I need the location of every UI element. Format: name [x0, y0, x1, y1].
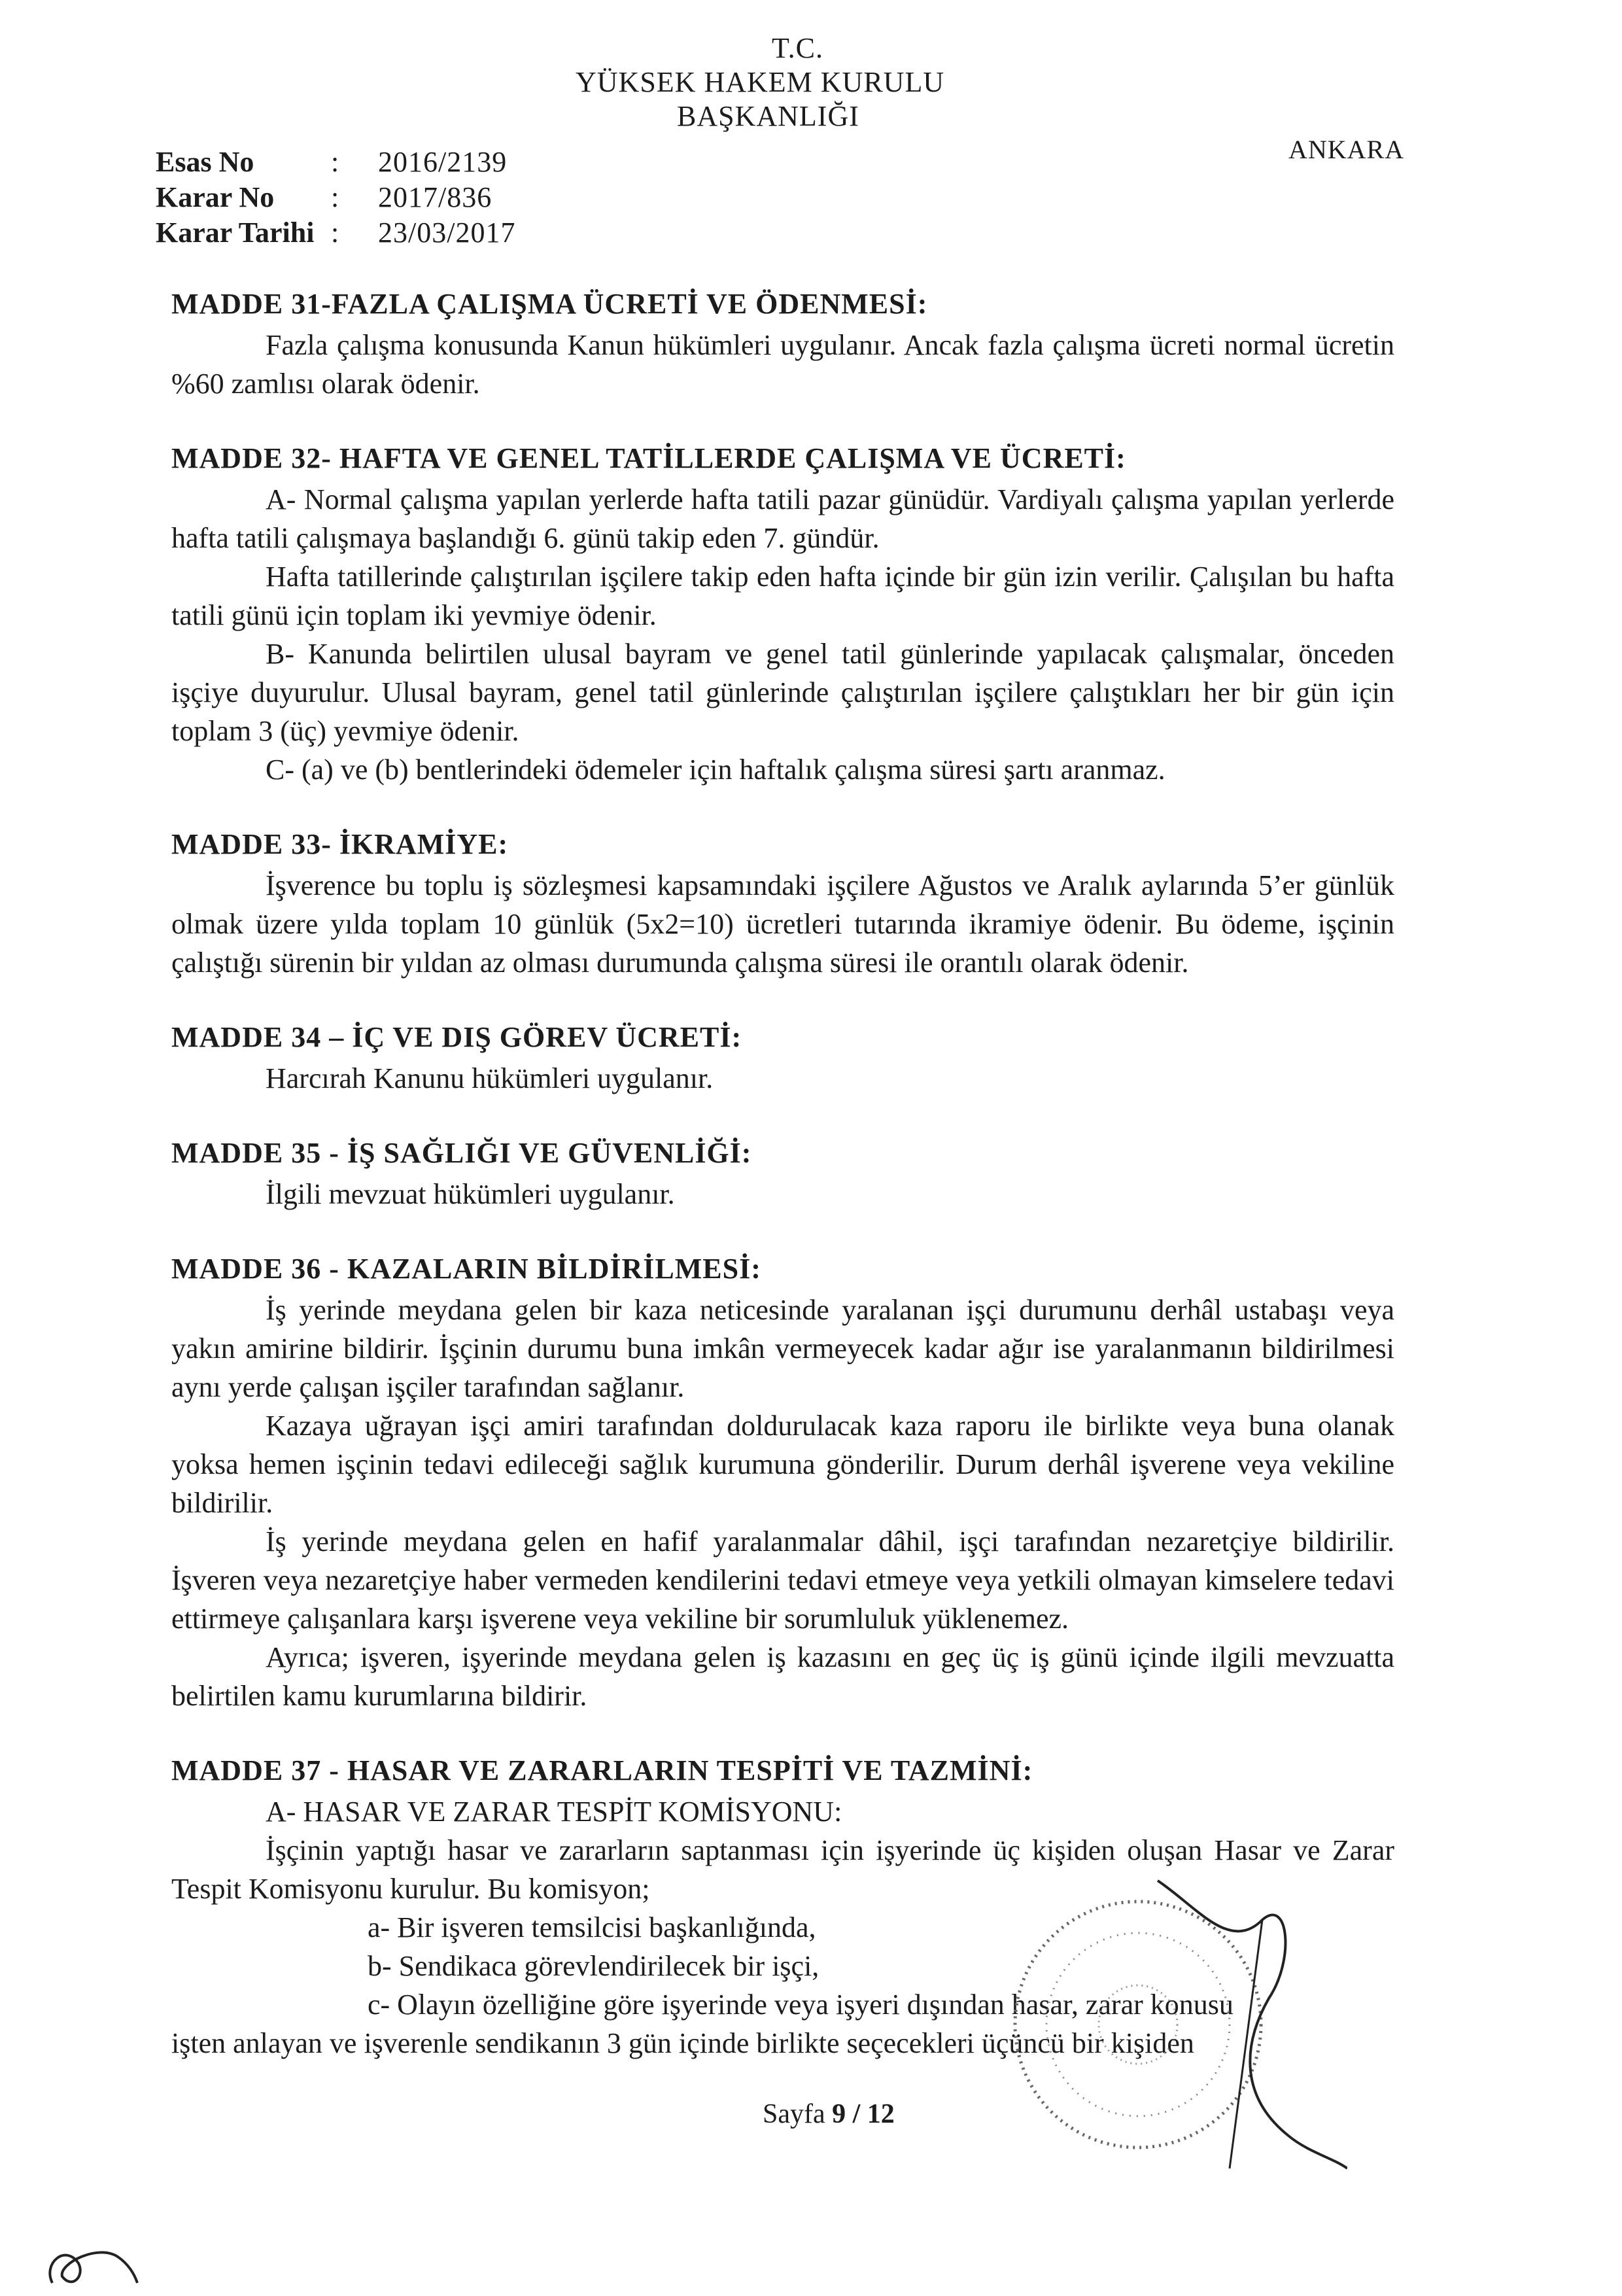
meta-value: 2017/836 [378, 181, 492, 213]
article-paragraph: B- Kanunda belirtilen ulusal bayram ve genel tatil günlerinde yapılacak çalışmalar, önceden işçiye duyurulur. Ulusal bayram, genel tatil günlerinde çalıştırılan işçilere çalıştıkları her bir gün için toplam 3 (üç) yevmiye ödenir. [171, 638, 1394, 747]
article-32 [171, 437, 1394, 789]
article-paragraph: İşçinin yaptığı hasar ve zararların saptanması için işyerinde üç kişiden oluşan Hasar ve Zarar Tespit Komisyonu kurulur. Bu komisyon; [171, 1834, 1394, 1905]
article-paragraph: İlgili mevzuat hükümleri uygulanır. [266, 1178, 675, 1210]
article-paragraph: A- Normal çalışma yapılan yerlerde hafta tatili pazar günüdür. Vardiyalı çalışma yapılan yerlerde hafta tatili çalışmaya başlandığı 6. günü takip eden 7. gündür. [171, 483, 1394, 554]
page-number [763, 2098, 895, 2130]
article-34 [171, 1016, 1394, 1098]
article-title: MADDE 35 - İŞ SAĞLIĞI VE GÜVENLİĞİ: [171, 1137, 752, 1169]
official-seal-stamp [981, 1861, 1347, 2214]
meta-colon: : [331, 146, 339, 178]
meta-value: 23/03/2017 [378, 217, 516, 249]
page-count: 9 / 12 [832, 2099, 895, 2129]
article-title: MADDE 36 - KAZALARIN BİLDİRİLMESİ: [171, 1253, 761, 1285]
list-item: a- Bir işveren temsilcisi başkanlığında, [368, 1911, 816, 1943]
article-33 [171, 823, 1394, 982]
meta-key: Esas No [156, 146, 254, 178]
article-31 [171, 283, 1394, 403]
list-item: c- Olayın özelliğine göre işyerinde veya işyeri dışından hasar, zarar konusu [368, 1989, 1234, 2021]
initials-mark [39, 2237, 144, 2296]
meta-colon: : [331, 181, 339, 213]
article-paragraph: işten anlayan ve işverenle sendikanın 3 gün içinde birlikte seçecekleri üçüncü bir kişiden [171, 2027, 1194, 2059]
meta-colon: : [331, 217, 339, 249]
article-paragraph: Fazla çalışma konusunda Kanun hükümleri uygulanır. Ancak fazla çalışma ücreti normal ücretin %60 zamlısı olarak ödenir. [171, 329, 1394, 400]
header-country: T.C. [772, 32, 823, 64]
article-paragraph: İşverence bu toplu iş sözleşmesi kapsamındaki işçilere Ağustos ve Aralık aylarında 5’er günlük olmak üzere yılda toplam 10 günlük (5x2=10) ücretleri tutarında ikramiye ödenir. Bu ödeme, işçinin çalıştığı sürenin bir yıldan az olması durumunda çalışma süresi ile orantılı olarak ödenir. [171, 869, 1394, 979]
article-paragraph: İş yerinde meydana gelen bir kaza neticesinde yaralanan işçi durumunu derhâl ustabaşı veya yakın amirine bildirir. İşçinin durumu buna imkân vermeyecek kadar ağır ise yaralanmanın bildirilmesi aynı yerde çalışan işçiler tarafından sağlanır. [171, 1294, 1394, 1403]
article-title: MADDE 32- HAFTA VE GENEL TATİLLERDE ÇALIŞMA VE ÜCRETİ: [171, 442, 1126, 474]
article-title: MADDE 31-FAZLA ÇALIŞMA ÜCRETİ VE ÖDENMESİ: [171, 288, 928, 320]
meta-value: 2016/2139 [378, 146, 508, 178]
article-35 [171, 1132, 1394, 1213]
article-title: MADDE 34 – İÇ VE DIŞ GÖREV ÜCRETİ: [171, 1021, 742, 1053]
scan-speck [39, 97, 47, 105]
article-paragraph: Hafta tatillerinde çalıştırılan işçilere takip eden hafta içinde bir gün izin verilir. Çalışılan bu hafta tatili günü için toplam iki yevmiye ödenir. [171, 561, 1394, 631]
list-item: b- Sendikaca görevlendirilecek bir işçi, [368, 1950, 820, 1982]
article-36 [171, 1247, 1394, 1715]
page-label: Sayfa [763, 2099, 825, 2129]
header-city: ANKARA [1288, 135, 1405, 164]
meta-key: Karar No [156, 181, 275, 213]
meta-key: Karar Tarihi [156, 217, 315, 249]
article-title: MADDE 33- İKRAMİYE: [171, 828, 509, 860]
article-paragraph: İş yerinde meydana gelen en hafif yaralanmalar dâhil, işçi tarafından nezaretçiye bildirilir. İşveren veya nezaretçiye haber vermeden kendilerini tedavi etmeye veya yetkili olmayan kimselere tedavi ettirmeye çalışanlara karşı işverene veya vekiline bir sorumluluk yüklenemez. [171, 1525, 1394, 1635]
header-office: BAŞKANLIĞI [677, 100, 859, 132]
article-title: MADDE 37 - HASAR VE ZARARLARIN TESPİTİ VE TAZMİNİ: [171, 1754, 1033, 1786]
article-paragraph: C- (a) ve (b) bentlerindeki ödemeler için haftalık çalışma süresi şartı aranmaz. [266, 754, 1165, 786]
header-institution: YÜKSEK HAKEM KURULU [576, 66, 945, 98]
article-subtitle: A- HASAR VE ZARAR TESPİT KOMİSYONU: [266, 1796, 842, 1828]
article-paragraph: Kazaya uğrayan işçi amiri tarafından doldurulacak kaza raporu ile birlikte veya buna olanak yoksa hemen işçinin tedavi edileceği sağlık kurumuna gönderilir. Durum derhâl işverene veya vekiline bildirilir. [171, 1410, 1394, 1519]
article-paragraph: Harcırah Kanunu hükümleri uygulanır. [266, 1062, 714, 1094]
article-paragraph: Ayrıca; işveren, işyerinde meydana gelen iş kazasını en geç üç iş günü içinde ilgili mevzuatta belirtilen kamu kurumlarına bildirir. [171, 1641, 1394, 1712]
document-body [171, 283, 1394, 2062]
